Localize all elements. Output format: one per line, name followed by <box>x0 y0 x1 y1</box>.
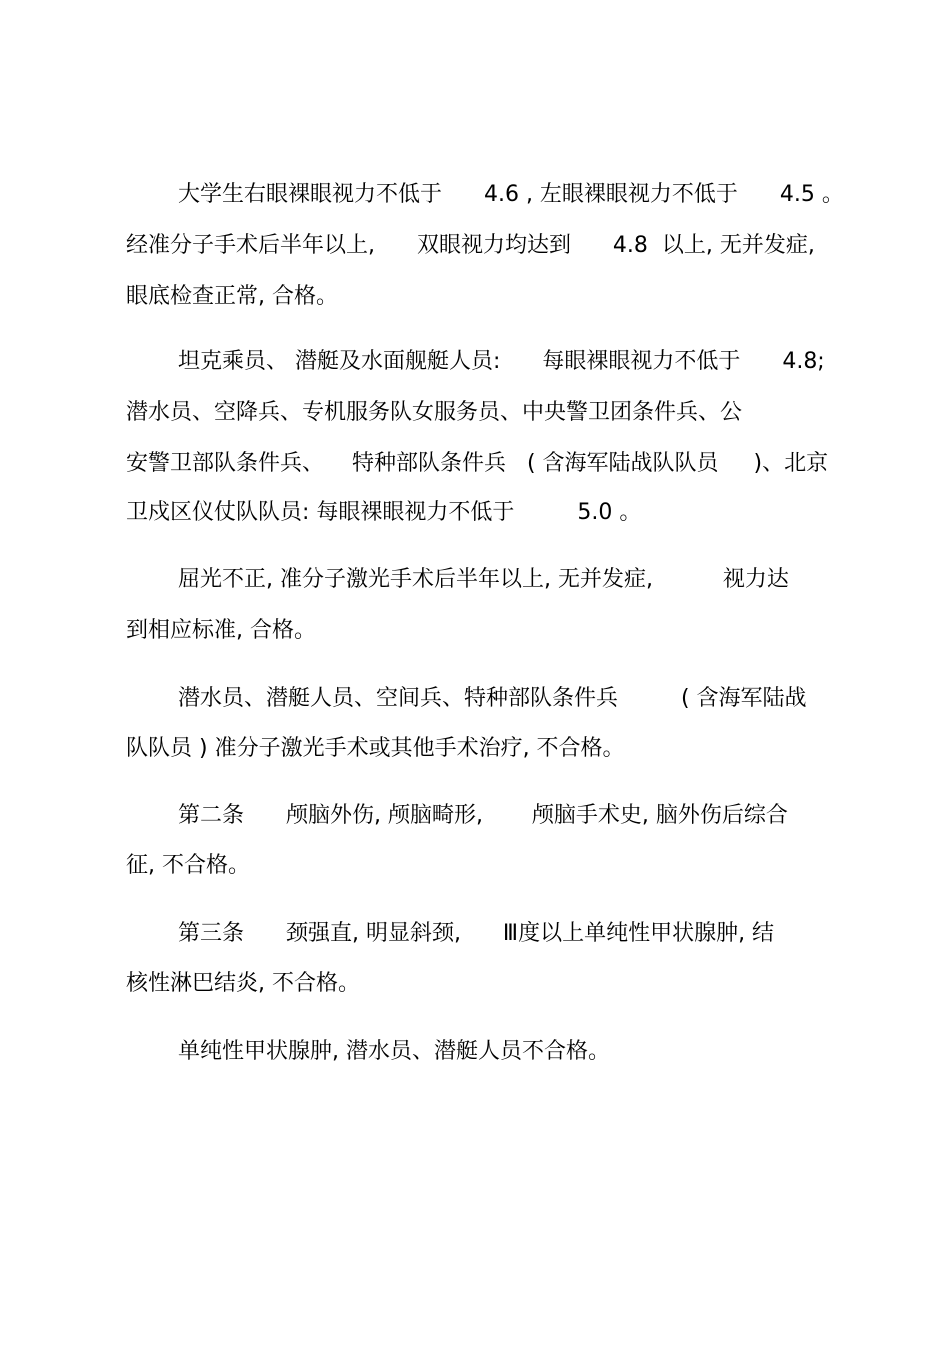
paragraph-7-line-1: 单纯性甲状腺肿, 潜水员、潜艇人员不合格。 <box>178 1039 610 1064</box>
paragraph-6-line-2: 核性淋巴结炎, 不合格。 <box>126 971 360 996</box>
paragraph-1-line-2: 经准分子手术后半年以上, 双眼视力均达到 4.8 以上, 无并发症, <box>126 233 815 258</box>
paragraph-5-line-2: 征, 不合格。 <box>126 853 250 878</box>
paragraph-5-line-1: 第二条 颅脑外伤, 颅脑畸形, 颅脑手术史, 脑外伤后综合 <box>178 803 788 828</box>
paragraph-4-line-1: 潜水员、潜艇人员、空间兵、特种部队条件兵 ( 含海军陆战 <box>178 686 807 711</box>
paragraph-2-line-4: 卫戍区仪仗队队员: 每眼裸眼视力不低于 5.0 。 <box>126 500 642 525</box>
paragraph-2-line-2: 潜水员、空降兵、专机服务队女服务员、中央警卫团条件兵、公 <box>126 400 743 425</box>
paragraph-1-line-1: 大学生右眼裸眼视力不低于 4.6 , 左眼裸眼视力不低于 4.5 。 <box>178 182 844 207</box>
paragraph-2-line-3: 安警卫部队条件兵、 特种部队条件兵 ( 含海军陆战队队员 )、北京 <box>126 451 829 476</box>
paragraph-2-line-1: 坦克乘员、 潜艇及水面舰艇人员: 每眼裸眼视力不低于 4.8; <box>178 349 825 374</box>
paragraph-3-line-2: 到相应标准, 合格。 <box>126 618 316 643</box>
paragraph-6-line-1: 第三条 颈强直, 明显斜颈, Ⅲ度以上单纯性甲状腺肿, 结 <box>178 921 775 946</box>
paragraph-3-line-1: 屈光不正, 准分子激光手术后半年以上, 无并发症, 视力达 <box>178 567 789 592</box>
paragraph-4-line-2: 队队员 ) 准分子激光手术或其他手术治疗, 不合格。 <box>126 736 625 761</box>
paragraph-1-line-3: 眼底检查正常, 合格。 <box>126 284 338 309</box>
